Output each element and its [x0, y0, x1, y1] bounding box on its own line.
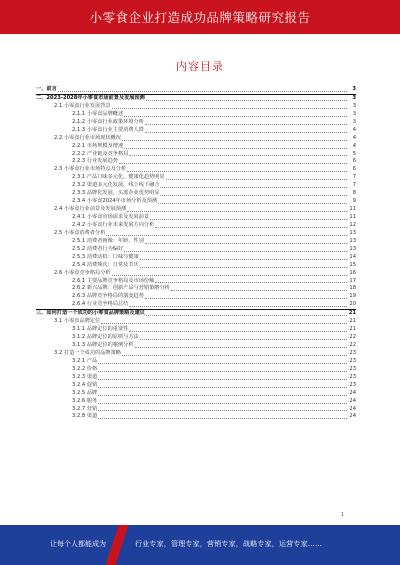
- toc-entry[interactable]: [36, 127, 356, 135]
- toc-entry-page: 3: [352, 118, 356, 125]
- toc-leader-dots: [112, 274, 347, 276]
- toc-entry[interactable]: [36, 86, 356, 94]
- toc-entry-label: 3.2.1 产品: [72, 357, 98, 364]
- toc-entry[interactable]: [36, 270, 356, 278]
- toc-entry-page: 21: [349, 318, 356, 325]
- toc-entry[interactable]: [36, 206, 356, 214]
- toc-leader-dots: [124, 115, 347, 117]
- toc-entry[interactable]: [36, 358, 356, 366]
- toc-entry-page: 15: [349, 261, 356, 268]
- toc-entry-label: 2.1.2 小零食行业政策环境分析: [72, 118, 144, 125]
- toc-entry-label: 2.6 小零食竞争格局分析: [54, 269, 111, 276]
- toc-leader-dots: [150, 218, 347, 220]
- toc-leader-dots: [158, 202, 347, 204]
- toc-entry[interactable]: [36, 334, 356, 342]
- toc-entry-page: 24: [349, 389, 356, 396]
- toc-entry-page: 3: [352, 110, 356, 117]
- toc-entry[interactable]: [36, 318, 356, 326]
- toc-leader-dots: [98, 417, 347, 419]
- toc-leader-dots: [145, 297, 347, 299]
- toc-entry-label: 2.3.2 渠道多元化发展，线上线下融合: [72, 182, 160, 189]
- toc-entry-page: 4: [352, 142, 356, 149]
- toc-leader-dots: [140, 266, 347, 268]
- toc-entry-label: 2.6.2 新兴品牌：创新产品与营销策略分析: [72, 285, 170, 292]
- toc-entry-page: 23: [349, 357, 356, 364]
- toc-entry[interactable]: [36, 262, 356, 270]
- toc-entry-label: 3.2.6 服务: [72, 397, 98, 404]
- toc-entry[interactable]: [36, 222, 356, 230]
- toc-entry-label: 3.1.1 品牌定位的重要性: [72, 326, 129, 333]
- toc-entry-page: 23: [349, 365, 356, 372]
- toc-leader-dots: [98, 370, 347, 372]
- toc-entry-page: 11: [349, 214, 356, 220]
- toc-entry-label: 3.2.8 渠道: [72, 413, 98, 420]
- toc-leader-dots: [129, 330, 347, 332]
- table-of-contents: [36, 86, 356, 421]
- toc-entry[interactable]: [36, 342, 356, 350]
- toc-leader-dots: [145, 123, 347, 125]
- toc-entry-label: 2.1 小零食行业发展背景: [54, 102, 111, 109]
- toc-leader-dots: [160, 186, 347, 188]
- toc-entry-label: 二、2023-2028年小零食市场前景及发展预测: [36, 94, 145, 101]
- toc-entry-page: 3: [352, 102, 356, 109]
- toc-entry-page: 4: [352, 126, 356, 133]
- toc-entry-page: 17: [349, 277, 356, 284]
- toc-entry[interactable]: [36, 413, 356, 421]
- toc-entry-page: 22: [349, 334, 356, 341]
- toc-leader-dots: [155, 281, 347, 283]
- report-title: 小零食企业打造成功品牌策略研究报告: [89, 10, 311, 25]
- toc-entry-label: 2.4.2 小零食行业未来发展方向分析: [72, 221, 155, 228]
- toc-heading: 内容目录: [176, 60, 224, 73]
- toc-entry[interactable]: [36, 326, 356, 334]
- toc-entry-label: 一、前言: [36, 86, 57, 92]
- toc-leader-dots: [58, 90, 347, 92]
- toc-entry[interactable]: [36, 103, 356, 111]
- toc-entry-label: 2.6.4 行业竞争格局总结: [72, 301, 129, 308]
- toc-entry-label: 2.2.1 市场规模及增速: [72, 142, 124, 149]
- toc-leader-dots: [127, 170, 347, 172]
- toc-entry[interactable]: [36, 374, 356, 382]
- toc-leader-dots: [171, 289, 347, 291]
- toc-leader-dots: [140, 258, 347, 260]
- toc-entry-label: 2.5.4 消费频次：日常及节庆: [72, 261, 139, 268]
- toc-entry-label: 2.1.3 小零食行业主要消费人群: [72, 126, 144, 133]
- toc-leader-dots: [155, 226, 347, 228]
- toc-entry-label: 3.1.2 品牌定位的原则与方法: [72, 334, 139, 341]
- toc-entry-page: 23: [349, 373, 356, 380]
- toc-entry-label: 3.1 小零食品牌定位: [54, 318, 101, 325]
- toc-entry-label: 2.5.2 消费者行为偏好: [72, 245, 124, 252]
- toc-entry-page: 7: [352, 182, 356, 189]
- document-page: [0, 34, 400, 525]
- toc-leader-dots: [129, 305, 347, 307]
- toc-entry-page: 20: [349, 301, 356, 308]
- toc-entry[interactable]: [36, 398, 356, 406]
- toc-leader-dots: [146, 314, 347, 316]
- toc-entry-label: 2.5.1 消费者画像：年龄、性别: [72, 237, 144, 244]
- toc-entry-label: 3.2.5 品牌: [72, 389, 98, 396]
- toc-leader-dots: [124, 250, 347, 252]
- toc-leader-dots: [101, 322, 347, 324]
- toc-entry-label: 3.1.3 品牌定位的案例分析: [72, 342, 134, 348]
- toc-leader-dots: [166, 178, 347, 180]
- toc-entry-page: 24: [349, 397, 356, 404]
- toc-leader-dots: [145, 242, 347, 244]
- toc-entry-page: 21: [349, 326, 356, 333]
- toc-entry[interactable]: [36, 135, 356, 143]
- toc-entry-page: 24: [349, 405, 356, 412]
- toc-leader-dots: [127, 210, 347, 212]
- toc-entry-page: 16: [349, 269, 356, 276]
- toc-leader-dots: [119, 162, 347, 164]
- toc-entry[interactable]: [36, 382, 356, 390]
- toc-leader-dots: [122, 354, 347, 356]
- toc-entry[interactable]: [36, 198, 356, 206]
- toc-entry[interactable]: [36, 182, 356, 190]
- toc-entry[interactable]: [36, 366, 356, 374]
- toc-entry-label: 2.6.1 主要品牌竞争格局及市场份额: [72, 277, 155, 284]
- toc-entry-label: 3.2.2 价格: [72, 365, 98, 372]
- toc-entry-page: 23: [349, 381, 356, 388]
- toc-entry-page: 12: [349, 221, 356, 228]
- toc-entry-label: 2.3.4 小零食2024年市场分析及预测: [72, 198, 158, 205]
- toc-entry-label: 3.2.7 营销: [72, 405, 98, 412]
- toc-entry-page: 24: [349, 413, 356, 420]
- toc-leader-dots: [140, 338, 347, 340]
- toc-entry[interactable]: [36, 301, 356, 309]
- footer-banner: [0, 525, 400, 565]
- toc-entry-label: 2.4 小零食行业前景及发展预测: [54, 206, 127, 213]
- footer-tagline: 行业专家，管理专家，营销专家，战略专家，运营专家……: [135, 540, 323, 548]
- footer-slogan: 让每个人都能成为: [50, 540, 106, 548]
- toc-entry-page: 23: [349, 349, 356, 356]
- toc-entry[interactable]: [36, 143, 356, 151]
- toc-entry-page: 19: [349, 293, 356, 300]
- toc-leader-dots: [129, 154, 347, 156]
- footer-red-stripe: [106, 525, 129, 565]
- toc-entry-label: 2.1.1 小零食品牌概述: [72, 110, 124, 117]
- toc-entry[interactable]: [36, 190, 356, 198]
- toc-entry[interactable]: [36, 254, 356, 262]
- toc-entry-page: 3: [352, 86, 356, 92]
- toc-entry-page: 9: [352, 198, 356, 205]
- toc-leader-dots: [146, 99, 347, 101]
- toc-leader-dots: [135, 346, 347, 348]
- toc-entry-label: 三、如何打造一个成功的小零食品牌策略及建议: [36, 310, 145, 317]
- toc-leader-dots: [122, 139, 347, 141]
- toc-entry-page: 8: [352, 190, 356, 197]
- toc-entry[interactable]: [36, 350, 356, 358]
- toc-entry-page: 5: [352, 150, 356, 157]
- toc-leader-dots: [112, 107, 347, 109]
- toc-leader-dots: [160, 194, 347, 196]
- toc-entry-page: 11: [349, 206, 356, 213]
- page-number: 1: [340, 512, 344, 518]
- toc-entry-label: 2.3 小零食行业市场特点及分析: [54, 166, 127, 173]
- toc-leader-dots: [98, 378, 347, 380]
- toc-entry[interactable]: [36, 111, 356, 119]
- toc-leader-dots: [98, 409, 347, 411]
- toc-entry-label: 2.5.3 消费动机：口味与健康: [72, 253, 139, 260]
- report-header-bar: [0, 0, 400, 34]
- toc-entry-label: 2.4.1 小零食市场需求及发展前景: [72, 214, 150, 220]
- toc-entry-label: 2.5 小零食消费者分析: [54, 229, 106, 236]
- toc-entry-page: 13: [349, 237, 356, 244]
- toc-entry-page: 6: [352, 158, 356, 165]
- toc-entry-page: 22: [349, 342, 356, 348]
- toc-entry[interactable]: [36, 246, 356, 254]
- toc-entry-page: 13: [349, 229, 356, 236]
- toc-entry-page: 21: [348, 310, 356, 317]
- toc-leader-dots: [98, 386, 347, 388]
- toc-entry-page: 7: [352, 174, 356, 181]
- toc-entry-page: 3: [352, 94, 356, 101]
- toc-entry[interactable]: [36, 238, 356, 246]
- toc-entry-label: 2.6.3 品牌竞争格局的演变趋势: [72, 293, 144, 300]
- toc-entry[interactable]: [36, 390, 356, 398]
- toc-entry-page: 13: [349, 245, 356, 252]
- toc-entry-label: 2.3.3 品牌化发展，头部企业优势明显: [72, 190, 160, 197]
- toc-entry-label: 2.2.2 产业链及竞争格局: [72, 150, 129, 157]
- toc-leader-dots: [98, 394, 347, 396]
- toc-leader-dots: [98, 362, 347, 364]
- toc-entry-label: 3.2.4 促销: [72, 381, 98, 388]
- toc-entry-label: 3.2.3 渠道: [72, 373, 98, 380]
- toc-entry[interactable]: [36, 230, 356, 238]
- toc-entry-page: 18: [349, 285, 356, 292]
- toc-entry[interactable]: [36, 309, 356, 318]
- toc-entry[interactable]: [36, 94, 356, 103]
- toc-entry-label: 2.3.1 产品口味多元化，健康化趋势明显: [72, 174, 165, 181]
- toc-entry[interactable]: [36, 214, 356, 222]
- toc-leader-dots: [124, 147, 347, 149]
- toc-entry-page: 6: [352, 166, 356, 173]
- toc-entry-label: 2.2.3 行业发展趋势: [72, 158, 118, 165]
- toc-entry-label: 2.2 小零食行业市场现状概况: [54, 134, 121, 141]
- toc-entry-page: 14: [349, 253, 356, 260]
- toc-entry-label: 3.2 打造一个成功的品牌策略: [54, 349, 121, 356]
- toc-leader-dots: [145, 131, 347, 133]
- toc-leader-dots: [98, 402, 347, 404]
- toc-leader-dots: [106, 234, 347, 236]
- toc-entry[interactable]: [36, 119, 356, 127]
- toc-entry-page: 4: [352, 134, 356, 141]
